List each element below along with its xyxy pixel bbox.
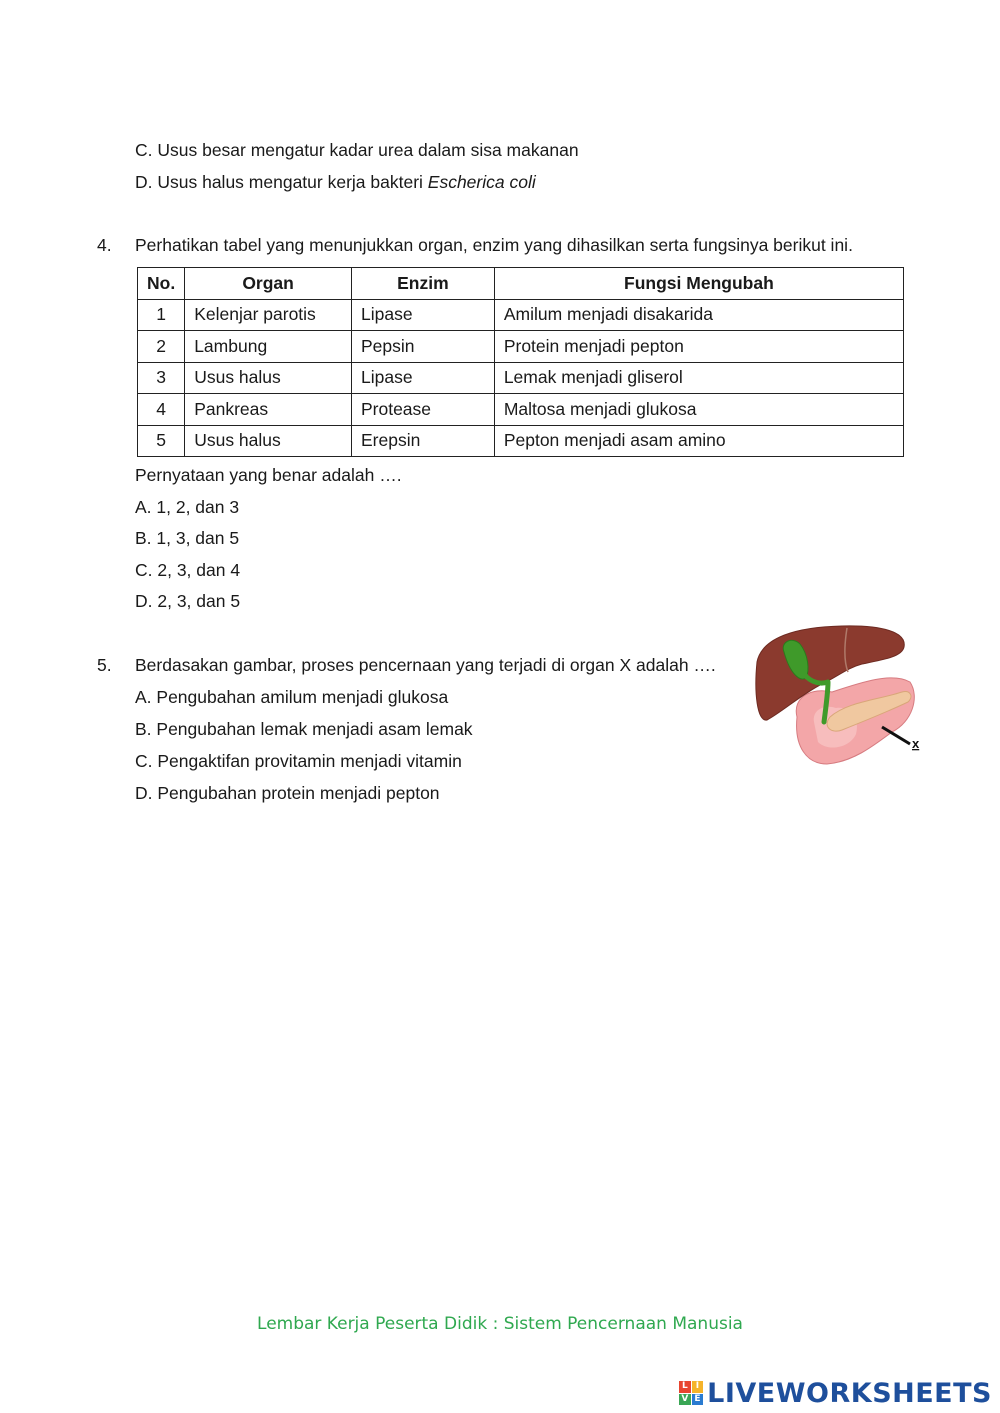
cell-no: 3: [138, 362, 185, 394]
enzyme-table: [137, 267, 904, 457]
question-4-option-c[interactable]: C. 2, 3, dan 4: [135, 560, 241, 580]
cell-organ: Pankreas: [185, 394, 352, 426]
cell-no: 1: [138, 299, 185, 331]
cell-organ: Usus halus: [185, 425, 352, 457]
table-row: [138, 331, 904, 363]
cell-organ: Lambung: [185, 331, 352, 363]
option-d-prev-italic: Escherica coli: [427, 172, 536, 192]
liveworksheets-logo-icon: [679, 1381, 703, 1405]
table-row: [138, 394, 904, 426]
table-row: [138, 299, 904, 331]
option-d-prev-text: D. Usus halus mengatur kerja bakteri: [135, 172, 428, 192]
cell-enzim: Pepsin: [351, 331, 494, 363]
cell-fungsi: Amilum menjadi disakarida: [494, 299, 903, 331]
liveworksheets-brand-text: LIVEWORKSHEETS: [707, 1377, 992, 1409]
digestive-organs-figure: [752, 622, 932, 772]
option-c-prev: C. Usus besar mengatur kadar urea dalam sisa makanan: [135, 140, 579, 160]
question-5-option-c[interactable]: C. Pengaktifan provitamin menjadi vitamin: [135, 751, 462, 771]
cell-fungsi: Maltosa menjadi glukosa: [494, 394, 903, 426]
table-header-row: [138, 268, 904, 300]
cell-organ: Kelenjar parotis: [185, 299, 352, 331]
option-d-prev: [135, 171, 536, 193]
header-fungsi: Fungsi Mengubah: [494, 268, 903, 300]
header-enzim: Enzim: [351, 268, 494, 300]
question-5-option-d[interactable]: D. Pengubahan protein menjadi pepton: [135, 783, 440, 803]
cell-enzim: Erepsin: [351, 425, 494, 457]
figure-label-x: x: [912, 736, 920, 751]
footer-title: Lembar Kerja Peserta Didik : Sistem Pencernaan Manusia: [257, 1314, 743, 1334]
question-4-option-a[interactable]: A. 1, 2, dan 3: [135, 497, 240, 517]
question-5-number: 5.: [97, 655, 112, 675]
logo-letter-e: E: [692, 1394, 704, 1406]
header-organ: Organ: [185, 268, 352, 300]
question-5-option-a[interactable]: A. Pengubahan amilum menjadi glukosa: [135, 687, 449, 707]
cell-enzim: Lipase: [351, 362, 494, 394]
logo-letter-v: V: [679, 1394, 691, 1406]
question-4-text: Perhatikan tabel yang menunjukkan organ, enzim yang dihasilkan serta fungsinya berikut ini.: [135, 235, 853, 255]
table-row: [138, 362, 904, 394]
question-5-text: Berdasakan gambar, proses pencernaan yang terjadi di organ X adalah ….: [135, 655, 716, 675]
cell-fungsi: Protein menjadi pepton: [494, 331, 903, 363]
liveworksheets-brand[interactable]: [679, 1376, 992, 1410]
header-no: No.: [138, 268, 185, 300]
logo-letter-l: L: [679, 1381, 691, 1393]
question-4-option-d[interactable]: D. 2, 3, dan 5: [135, 591, 241, 611]
cell-fungsi: Lemak menjadi gliserol: [494, 362, 903, 394]
logo-letter-i: I: [692, 1381, 704, 1393]
cell-no: 4: [138, 394, 185, 426]
cell-enzim: Lipase: [351, 299, 494, 331]
cell-organ: Usus halus: [185, 362, 352, 394]
question-4-statement: Pernyataan yang benar adalah ….: [135, 465, 402, 485]
cell-no: 5: [138, 425, 185, 457]
cell-no: 2: [138, 331, 185, 363]
table-row: [138, 425, 904, 457]
question-4-number: 4.: [97, 235, 112, 255]
cell-fungsi: Pepton menjadi asam amino: [494, 425, 903, 457]
question-4-option-b[interactable]: B. 1, 3, dan 5: [135, 528, 240, 548]
cell-enzim: Protease: [351, 394, 494, 426]
question-5-option-b[interactable]: B. Pengubahan lemak menjadi asam lemak: [135, 719, 473, 739]
